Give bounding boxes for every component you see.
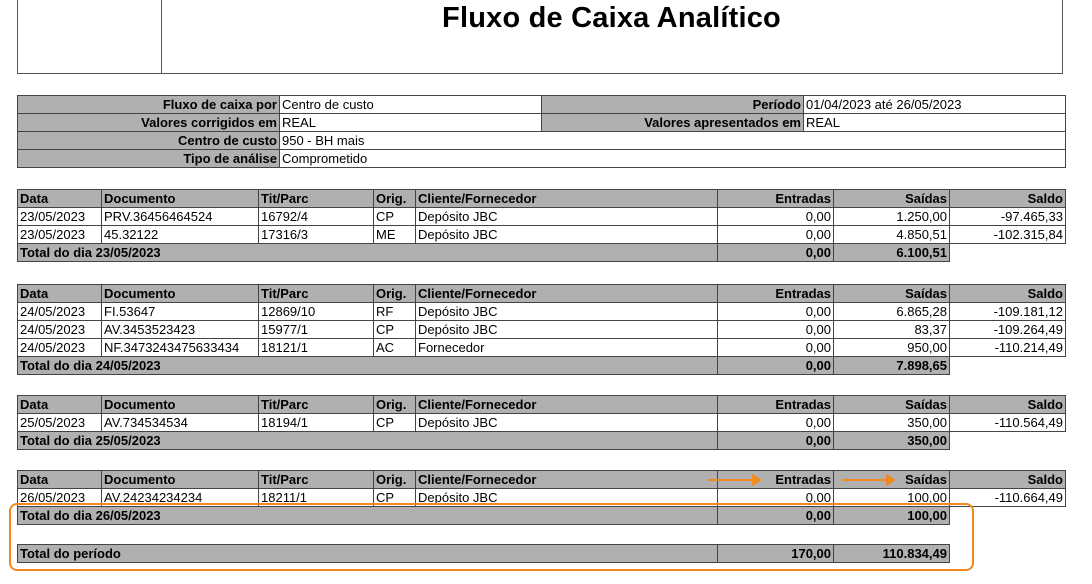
column-header-data: Data — [18, 396, 102, 414]
valores-corrigidos-value: REAL — [280, 114, 542, 132]
cell-cliente-fornecedor: Depósito JBC — [416, 303, 718, 321]
day-group-table — [17, 284, 1066, 375]
table-header-row — [18, 285, 1066, 303]
day-group-table — [17, 395, 1066, 450]
cell-documento: AV.3453523423 — [102, 321, 259, 339]
cell-tit-parc: 15977/1 — [259, 321, 374, 339]
cell-orig: AC — [374, 339, 416, 357]
column-header-cliente-fornecedor: Cliente/Fornecedor — [416, 396, 718, 414]
day-total-saidas: 350,00 — [834, 432, 950, 450]
arrow-entradas-icon — [708, 479, 760, 481]
cell-documento: NF.3473243475633434 — [102, 339, 259, 357]
cell-entradas: 0,00 — [718, 321, 834, 339]
table-header-row — [18, 396, 1066, 414]
report-header — [17, 0, 1063, 74]
day-total-entradas: 0,00 — [718, 432, 834, 450]
cell-orig: ME — [374, 226, 416, 244]
column-header-cliente-fornecedor: Cliente/Fornecedor — [416, 471, 718, 489]
column-header-entradas: Entradas — [718, 190, 834, 208]
cell-entradas: 0,00 — [718, 414, 834, 432]
tipo-analise-label: Tipo de análise — [18, 150, 280, 168]
day-total-row — [18, 357, 1066, 375]
cell-saidas: 83,37 — [834, 321, 950, 339]
fluxo-label: Fluxo de caixa por — [18, 96, 280, 114]
day-group-table — [17, 189, 1066, 262]
day-total-blank — [950, 357, 1066, 375]
column-header-entradas: Entradas — [718, 471, 834, 489]
cell-tit-parc: 18211/1 — [259, 489, 374, 507]
column-header-tit-parc: Tit/Parc — [259, 285, 374, 303]
column-header-entradas: Entradas — [718, 285, 834, 303]
table-header-row — [18, 190, 1066, 208]
table-header-row — [18, 471, 1066, 489]
period-total-entradas: 170,00 — [718, 545, 834, 563]
cell-saldo: -109.264,49 — [950, 321, 1066, 339]
column-header-orig: Orig. — [374, 190, 416, 208]
table-row — [18, 226, 1066, 244]
table-row — [18, 414, 1066, 432]
day-total-label: Total do dia 24/05/2023 — [18, 357, 718, 375]
period-total-saidas: 110.834,49 — [834, 545, 950, 563]
column-header-data: Data — [18, 471, 102, 489]
valores-apresentados-value: REAL — [804, 114, 1066, 132]
cell-data: 23/05/2023 — [18, 226, 102, 244]
arrow-saidas-icon — [842, 479, 894, 481]
table-row — [18, 339, 1066, 357]
column-header-saidas: Saídas — [834, 190, 950, 208]
day-total-blank — [950, 244, 1066, 262]
cell-orig: CP — [374, 489, 416, 507]
day-total-label: Total do dia 25/05/2023 — [18, 432, 718, 450]
parameters-table — [17, 95, 1066, 168]
column-header-saidas: Saídas — [834, 285, 950, 303]
cell-entradas: 0,00 — [718, 489, 834, 507]
column-header-data: Data — [18, 190, 102, 208]
cell-saldo: -109.181,12 — [950, 303, 1066, 321]
day-total-blank — [950, 432, 1066, 450]
cell-entradas: 0,00 — [718, 226, 834, 244]
periodo-value: 01/04/2023 até 26/05/2023 — [804, 96, 1066, 114]
cell-documento: AV.24234234234 — [102, 489, 259, 507]
cell-entradas: 0,00 — [718, 208, 834, 226]
cell-cliente-fornecedor: Depósito JBC — [416, 414, 718, 432]
cell-tit-parc: 18121/1 — [259, 339, 374, 357]
highlight-box — [9, 503, 974, 571]
table-row — [18, 208, 1066, 226]
day-total-row — [18, 432, 1066, 450]
cell-saidas: 950,00 — [834, 339, 950, 357]
column-header-saidas: Saídas — [834, 471, 950, 489]
column-header-documento: Documento — [102, 396, 259, 414]
fluxo-value: Centro de custo — [280, 96, 542, 114]
column-header-orig: Orig. — [374, 285, 416, 303]
day-total-row — [18, 244, 1066, 262]
day-total-saidas: 100,00 — [834, 507, 950, 525]
column-header-entradas: Entradas — [718, 396, 834, 414]
cell-data: 24/05/2023 — [18, 303, 102, 321]
cell-cliente-fornecedor: Depósito JBC — [416, 489, 718, 507]
column-header-saidas: Saídas — [834, 396, 950, 414]
cell-saldo: -97.465,33 — [950, 208, 1066, 226]
column-header-saldo: Saldo — [950, 190, 1066, 208]
day-total-label: Total do dia 26/05/2023 — [18, 507, 718, 525]
cell-saidas: 6.865,28 — [834, 303, 950, 321]
periodo-label: Período — [542, 96, 804, 114]
logo-area — [18, 0, 162, 73]
day-total-saidas: 6.100,51 — [834, 244, 950, 262]
day-total-saidas: 7.898,65 — [834, 357, 950, 375]
column-header-saldo: Saldo — [950, 471, 1066, 489]
cell-documento: AV.734534534 — [102, 414, 259, 432]
cell-saidas: 350,00 — [834, 414, 950, 432]
column-header-cliente-fornecedor: Cliente/Fornecedor — [416, 190, 718, 208]
column-header-cliente-fornecedor: Cliente/Fornecedor — [416, 285, 718, 303]
cell-saldo: -110.564,49 — [950, 414, 1066, 432]
cell-saldo: -102.315,84 — [950, 226, 1066, 244]
cell-tit-parc: 16792/4 — [259, 208, 374, 226]
day-total-entradas: 0,00 — [718, 244, 834, 262]
column-header-tit-parc: Tit/Parc — [259, 471, 374, 489]
cell-tit-parc: 18194/1 — [259, 414, 374, 432]
cell-entradas: 0,00 — [718, 339, 834, 357]
column-header-orig: Orig. — [374, 471, 416, 489]
table-row — [18, 303, 1066, 321]
cell-data: 25/05/2023 — [18, 414, 102, 432]
column-header-tit-parc: Tit/Parc — [259, 190, 374, 208]
cell-entradas: 0,00 — [718, 303, 834, 321]
cell-saidas: 100,00 — [834, 489, 950, 507]
cell-documento: 45.32122 — [102, 226, 259, 244]
column-header-documento: Documento — [102, 285, 259, 303]
day-total-label: Total do dia 23/05/2023 — [18, 244, 718, 262]
cell-tit-parc: 17316/3 — [259, 226, 374, 244]
centro-custo-label: Centro de custo — [18, 132, 280, 150]
cell-saidas: 1.250,00 — [834, 208, 950, 226]
column-header-saldo: Saldo — [950, 285, 1066, 303]
cell-cliente-fornecedor: Depósito JBC — [416, 226, 718, 244]
cell-documento: PRV.36456464524 — [102, 208, 259, 226]
period-total-label: Total do período — [18, 545, 718, 563]
cell-orig: CP — [374, 414, 416, 432]
day-total-entradas: 0,00 — [718, 507, 834, 525]
cell-orig: CP — [374, 321, 416, 339]
cell-data: 24/05/2023 — [18, 339, 102, 357]
cell-cliente-fornecedor: Depósito JBC — [416, 321, 718, 339]
column-header-data: Data — [18, 285, 102, 303]
cell-cliente-fornecedor: Depósito JBC — [416, 208, 718, 226]
column-header-documento: Documento — [102, 471, 259, 489]
cell-data: 26/05/2023 — [18, 489, 102, 507]
cell-saidas: 4.850,51 — [834, 226, 950, 244]
valores-apresentados-label: Valores apresentados em — [542, 114, 804, 132]
cell-data: 24/05/2023 — [18, 321, 102, 339]
column-header-saldo: Saldo — [950, 396, 1066, 414]
cell-data: 23/05/2023 — [18, 208, 102, 226]
report-title: Fluxo de Caixa Analítico — [442, 2, 781, 34]
cell-saldo: -110.214,49 — [950, 339, 1066, 357]
cell-tit-parc: 12869/10 — [259, 303, 374, 321]
column-header-tit-parc: Tit/Parc — [259, 396, 374, 414]
tipo-analise-value: Comprometido — [280, 150, 1066, 168]
cell-orig: CP — [374, 208, 416, 226]
cell-orig: RF — [374, 303, 416, 321]
table-row — [18, 321, 1066, 339]
valores-corrigidos-label: Valores corrigidos em — [18, 114, 280, 132]
cell-saldo: -110.664,49 — [950, 489, 1066, 507]
centro-custo-value: 950 - BH mais — [280, 132, 1066, 150]
cell-cliente-fornecedor: Fornecedor — [416, 339, 718, 357]
column-header-orig: Orig. — [374, 396, 416, 414]
day-total-entradas: 0,00 — [718, 357, 834, 375]
column-header-documento: Documento — [102, 190, 259, 208]
cell-documento: FI.53647 — [102, 303, 259, 321]
